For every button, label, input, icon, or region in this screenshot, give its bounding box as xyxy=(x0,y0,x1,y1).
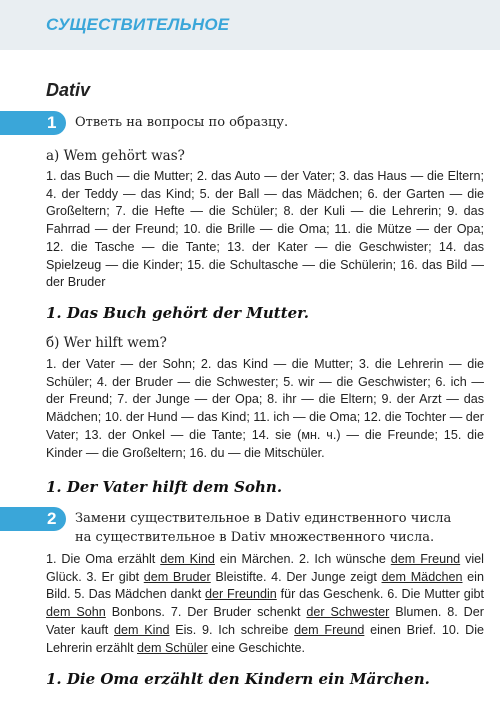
underlined-phrase: dem Kind xyxy=(114,622,170,637)
page-header xyxy=(0,0,500,50)
text-segment: einen Brief. 10. Die Lehrerin erzählt xyxy=(46,622,484,655)
underlined-phrase: der Schwester xyxy=(306,605,390,620)
exercise-2-answer: 1. Die Oma erzählt den Kindern ein Märchen. xyxy=(46,670,430,688)
exercise-1-number: 1 xyxy=(47,113,57,132)
text-segment: viel Glück. 3. Er gibt xyxy=(46,552,484,584)
underlined-phrase: dem Freund xyxy=(390,552,461,566)
text-segment: Bleistifte. 4. Der Junge zeigt xyxy=(210,569,382,584)
exercise-1a-text: 1. das Buch — die Mutter; 2. das Auto — der Vater; 3. das Haus — die Eltern; 4. der Teddy — das Kind; 5. der Ball — das Mädchen; 6. der Garten — die Großeltern; 7. die Hefte — die Schüler; 8. der Kuli — die Lehrerin; 9. das Fahrrad — der Freund; 10. die Brille — die Oma; 11. die Mütze — der Opa; 12. die Tasche — die Tante; 13. der Kater — die Geschwister; 14. das Spielzeug — die Kinder; 15. die Schultasche — die Schülerin; 16. das Bild — der Bruder xyxy=(46,169,484,290)
underlined-phrase: dem Bruder xyxy=(143,569,211,584)
text-segment: ein Bild. 5. Das Mädchen dankt xyxy=(46,569,484,602)
exercise-1b-label: б) Wer hilft wem? xyxy=(46,335,167,351)
exercise-1-marker xyxy=(0,111,66,135)
exercise-2-number: 2 xyxy=(47,509,57,528)
text-segment: für das Geschenk. 6. Die Mutter gibt xyxy=(276,587,485,602)
exercise-1b-answer: 1. Der Vater hilft dem Sohn. xyxy=(46,478,283,496)
underlined-phrase: der Freundin xyxy=(205,587,277,602)
exercise-1a-answer: 1. Das Buch gehört der Mutter. xyxy=(46,304,309,322)
exercise-2-marker xyxy=(0,507,66,531)
text-segment: Blumen. 8. Der Vater kauft xyxy=(46,605,484,637)
underlined-phrase: dem Kind xyxy=(160,552,215,566)
exercise-1-instruction: Ответь на вопросы по образцу. xyxy=(75,115,289,130)
text-segment: eine Geschichte. xyxy=(207,640,306,655)
text-segment: ein Märchen. 2. Ich wünsche xyxy=(214,552,391,566)
exercise-1a-label: а) Wem gehört was? xyxy=(46,148,185,164)
exercise-2-instruction-line2: на существительное в Dativ множественного числа. xyxy=(75,530,435,545)
exercise-2-instruction-line1: Замени существительное в Dativ единственного числа xyxy=(75,511,452,526)
exercise-2-text xyxy=(46,551,484,657)
underlined-phrase: dem Freund xyxy=(294,622,365,637)
underlined-phrase: dem Mädchen xyxy=(381,569,463,584)
underlined-phrase: dem Schüler xyxy=(137,640,208,655)
text-segment: Bonbons. 7. Der Bruder schenkt xyxy=(105,605,307,620)
exercise-1b-text: 1. der Vater — der Sohn; 2. das Kind — die Mutter; 3. die Lehrerin — die Schüler; 4. der Bruder — die Schwester; 5. wir — die Geschwister; 6. ich — der Freund; 7. der Junge — der Opa; 8. ihr — die Eltern; 9. der Arzt — das Mädchen; 10. der Hund — das Kind; 11. ich — die Oma; 12. die Tochter — der Vater; 13. der Onkel — die Tante; 14. sie (мн. ч.) — die Freunde; 15. die Kinder — die Großeltern; 16. du — die Mitschüler. xyxy=(46,357,484,460)
text-segment: 1. Die Oma erzählt xyxy=(46,552,161,566)
section-title: Dativ xyxy=(46,80,91,100)
underlined-phrase: dem Sohn xyxy=(46,605,106,620)
header-title: СУЩЕСТВИТЕЛЬНОЕ xyxy=(46,15,230,34)
text-segment: Eis. 9. Ich schreibe xyxy=(169,622,295,637)
